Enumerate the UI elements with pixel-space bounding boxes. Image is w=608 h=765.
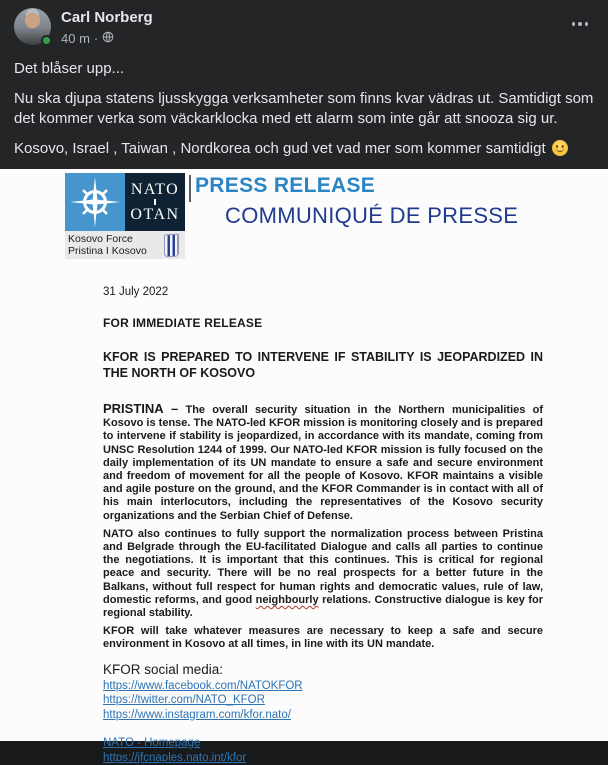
- document-paragraph: PRISTINA – The overall security situation in the Northern municipalities of Kosovo is tense. The NATO-led KFOR mission is monitoring closely and is prepared to intervene if stability is jeopardized, in accordance with its mandate, coming from UNSC Resolution 1244 of 1999. Our NATO-led KFOR mission is fully focused on the daily implementation of its UN mandate to ensure a safe and secure environment and freedom of movement for all the people of Kosovo. KFOR maintains a visible and agile posture on the ground, and the KFOR Commander is in contact with all of his main interlocutors, including the representatives of the Kosovo security organizations and the Serbian Chief of Defense.: [103, 401, 543, 522]
- masthead-titles: [191, 173, 518, 229]
- nato-kfor-logo: [65, 173, 185, 259]
- nato-logo-divider: [154, 199, 156, 205]
- document-body: [103, 286, 543, 765]
- post-message-line: Det blåser upp...: [14, 60, 125, 77]
- timestamp[interactable]: 40 m: [61, 30, 90, 46]
- misspelled-word: neighbourly: [255, 593, 319, 606]
- kosovo-force-banner: [65, 231, 185, 259]
- kfor-emblem-icon: [164, 233, 179, 257]
- nato-homepage-label-link: NATO - Homepage: [103, 737, 201, 750]
- instagram-link: https://www.instagram.com/kfor.nato/: [103, 708, 291, 721]
- social-links: [103, 679, 543, 723]
- document-paragraph: KFOR will take whatever measures are necessary to keep a safe and secure environment in Kosovo at all times, in line with its UN mandate.: [103, 625, 543, 651]
- author-name[interactable]: Carl Norberg: [61, 9, 153, 26]
- smiley-emoji: [552, 140, 568, 156]
- social-media-heading: KFOR social media:: [103, 661, 224, 677]
- post-header: [0, 0, 608, 47]
- release-notice: FOR IMMEDIATE RELEASE: [103, 316, 263, 330]
- document-paragraph: NATO also continues to fully support the normalization process between Pristina and Belgrade through the EU-facilitated Dialogue and calls all parties to continue the negotiations. It is important that this continues. This is critical for regional peace and security. There will be no real prospects for a better future in the Balkans, without full respect for human rights and democratic values, rule of law, domestic reforms, and good neighbourly relations. Constructive dialogue is key for regional stability.: [103, 527, 543, 620]
- post-message-line: Kosovo, Israel , Taiwan , Nordkorea och gud vet vad mer som kommer samtidigt: [14, 139, 594, 159]
- twitter-link: https://twitter.com/NATO_KFOR: [103, 694, 265, 707]
- facebook-link: https://www.facebook.com/NATOKFOR: [103, 679, 303, 692]
- communique-title: COMMUNIQUÉ DE PRESSE: [225, 203, 519, 228]
- globe-privacy-icon: [102, 30, 114, 47]
- online-status-dot: [41, 35, 52, 46]
- meta-separator: ·: [93, 30, 99, 46]
- more-options-button[interactable]: [566, 12, 595, 36]
- press-release-title: PRESS RELEASE: [195, 174, 376, 197]
- nato-compass-panel: [65, 173, 125, 231]
- post-header-text: [61, 8, 566, 47]
- unit-name-line: Kosovo Force: [68, 232, 133, 245]
- nato-compass-rose-icon: [69, 176, 121, 228]
- post-text: [0, 47, 608, 159]
- nato-homepage-url-link: https://jfcnaples.nato.int/kfor: [103, 751, 247, 764]
- press-release-attachment-image[interactable]: [0, 169, 608, 764]
- document-masthead: [65, 169, 608, 259]
- document-date: 31 July 2022: [103, 286, 169, 298]
- nato-otan-wordmark: NATO OTAN: [125, 173, 185, 231]
- profile-avatar[interactable]: [14, 8, 51, 45]
- post-meta: [61, 29, 566, 47]
- post-message-line: Nu ska djupa statens ljusskygga verksamheter som finns kvar vädras ut. Samtidigt som det kommer verka som väckarklocka med ett alarm som inte går att snooza sig ur.: [14, 90, 594, 127]
- homepage-links: [103, 736, 543, 765]
- document-headline: KFOR IS PREPARED TO INTERVENE IF STABILITY IS JEOPARDIZED IN THE NORTH OF KOSOVO: [103, 350, 543, 380]
- unit-location-line: Pristina I Kosovo: [68, 245, 147, 257]
